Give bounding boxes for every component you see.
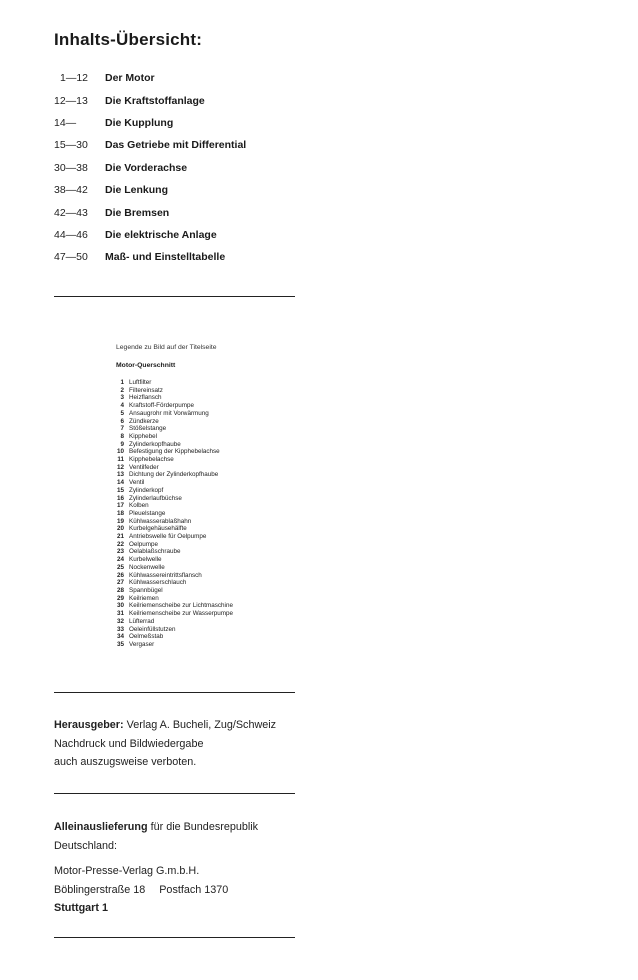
- legend-label: Ventilfeder: [129, 463, 159, 471]
- legend-item: [114, 641, 233, 649]
- publisher-block: [54, 716, 276, 772]
- legend-number: 10: [116, 448, 124, 456]
- legend-number: 2: [120, 386, 124, 394]
- legend-item: [114, 433, 233, 441]
- toc-row: [54, 157, 246, 179]
- city: Stuttgart 1: [54, 902, 108, 914]
- legend-item: [114, 510, 233, 518]
- toc-row: [54, 89, 246, 111]
- toc-row: [54, 67, 246, 89]
- toc-row: [54, 201, 246, 223]
- legend-item: [114, 610, 233, 618]
- legend-item: [114, 502, 233, 510]
- legend-item: [114, 464, 233, 472]
- legend-label: Oelpumpe: [129, 540, 159, 548]
- legend-number: 15: [116, 486, 124, 494]
- legend-number: 22: [116, 540, 124, 548]
- legend-item: [114, 602, 233, 610]
- legend-item: [114, 556, 233, 564]
- toc-row: [54, 134, 246, 156]
- legend-number: 1: [120, 379, 124, 386]
- legend-number: 5: [120, 409, 124, 417]
- legend-item: [114, 441, 233, 449]
- legend-number: 21: [116, 533, 124, 541]
- distribution-text: für die Bundesrepublik: [150, 821, 259, 833]
- toc-row: [54, 179, 246, 201]
- legend-item: [114, 595, 233, 603]
- legend-number: 9: [120, 440, 124, 448]
- legend-subheading: Motor-Querschnitt: [116, 362, 176, 369]
- distribution-block: [54, 818, 258, 855]
- legend-item: [114, 456, 233, 464]
- legend-number: 18: [116, 509, 124, 517]
- toc-title: Die Lenkung: [105, 184, 169, 197]
- legend-item: [114, 410, 233, 418]
- legend-number: 31: [116, 610, 124, 618]
- legend-label: Lüfterrad: [129, 617, 155, 625]
- distribution-country: Deutschland:: [54, 839, 118, 852]
- legend-label: Kipphebelachse: [129, 456, 174, 464]
- legend-number: 30: [116, 602, 124, 610]
- publisher-name: Verlag A. Bucheli, Zug/Schweiz: [126, 719, 277, 731]
- toc-title: Der Motor: [105, 72, 155, 85]
- legend-number: 14: [116, 479, 124, 487]
- toc-pages: 15—30: [54, 139, 88, 152]
- legend-label: Kühlwasserablaßhahn: [129, 517, 192, 525]
- legend-label: Kolben: [129, 502, 149, 510]
- legend-item: [114, 525, 233, 533]
- legend-item: [114, 479, 233, 487]
- legend-number: 35: [116, 640, 124, 648]
- legend-item: [114, 618, 233, 626]
- toc-title: Maß- und Einstelltabelle: [105, 251, 226, 264]
- toc-pages: 12—13: [54, 94, 88, 107]
- legend-number: 12: [116, 463, 124, 471]
- legend-item: [114, 394, 233, 402]
- toc-row: [54, 112, 246, 134]
- legend-label: Spannbügel: [129, 586, 163, 594]
- legend-item: [114, 541, 233, 549]
- legend-label: Kipphebel: [129, 432, 158, 440]
- legend-label: Kraftstoff-Förderpumpe: [129, 402, 194, 410]
- legend-number: 8: [120, 432, 124, 440]
- toc-pages: 30—38: [54, 161, 88, 174]
- toc-title: Die elektrische Anlage: [105, 228, 217, 241]
- legend-number: 34: [116, 633, 124, 641]
- legend-label: Oeleinfüllstutzen: [129, 625, 176, 633]
- legend-item: [114, 633, 233, 641]
- publisher-line: Nachdruck und Bildwiedergabe: [54, 737, 204, 750]
- postbox: Postfach 1370: [159, 883, 229, 896]
- legend-item: [114, 564, 233, 572]
- street: Böblingerstraße 18: [54, 883, 146, 896]
- legend-item: [114, 495, 233, 503]
- legend-number: 20: [116, 525, 124, 533]
- legend-number: 19: [116, 517, 124, 525]
- legend-number: 17: [116, 502, 124, 510]
- legend-label: Kühlwassereintrittsflansch: [129, 571, 202, 579]
- legend-label: Oelablaßschraube: [129, 548, 181, 556]
- legend-label: Kurbelwelle: [129, 556, 162, 564]
- legend-label: Keilriemen: [129, 594, 159, 602]
- divider: [54, 937, 295, 938]
- legend-number: 23: [116, 548, 124, 556]
- legend-item: [114, 572, 233, 580]
- company-name: Motor-Presse-Verlag G.m.b.H.: [54, 865, 200, 877]
- legend-label: Befestigung der Kipphebelachse: [129, 448, 220, 456]
- toc-pages: 1—12: [60, 72, 89, 85]
- toc-title: Das Getriebe mit Differential: [105, 139, 247, 152]
- distribution-label: Alleinauslieferung: [54, 821, 148, 833]
- legend-label: Zündkerze: [129, 417, 159, 425]
- legend-label: Kühlwasserschlauch: [129, 579, 187, 587]
- legend-number: 11: [117, 456, 124, 464]
- legend-number: 3: [120, 394, 124, 402]
- legend-label: Ansaugrohr mit Vorwärmung: [129, 409, 209, 417]
- legend-number: 13: [116, 471, 124, 479]
- address-block: [54, 862, 228, 918]
- toc-pages: 44—46: [54, 228, 88, 241]
- legend-item: [114, 387, 233, 395]
- legend-item: [114, 548, 233, 556]
- toc-title: Die Kraftstoffanlage: [105, 94, 205, 107]
- table-of-contents: [54, 67, 246, 269]
- legend-number: 25: [116, 563, 124, 571]
- legend-label: Zylinderkopfhaube: [129, 440, 181, 448]
- divider: [54, 692, 295, 693]
- legend-item: [114, 471, 233, 479]
- legend-item: [114, 402, 233, 410]
- legend-label: Kurbelgehäusehälfte: [129, 525, 187, 533]
- legend-number: 26: [116, 571, 124, 579]
- toc-title: Die Kupplung: [105, 116, 174, 129]
- legend-number: 7: [120, 425, 124, 433]
- legend-item: [114, 518, 233, 526]
- legend-label: Pleuelstange: [129, 509, 166, 517]
- legend-label: Antriebswelle für Oelpumpe: [129, 533, 207, 541]
- legend-label: Keilriemenscheibe zur Lichtmaschine: [129, 602, 233, 610]
- legend-item: [114, 587, 233, 595]
- legend-label: Dichtung der Zylinderkopfhaube: [129, 471, 219, 479]
- legend-item: [114, 626, 233, 634]
- legend-label: Oelmeßstab: [129, 633, 164, 641]
- legend-number: 4: [120, 402, 124, 410]
- page-title: Inhalts-Übersicht:: [54, 30, 203, 49]
- toc-pages: 38—42: [54, 184, 88, 197]
- toc-title: Die Bremsen: [105, 206, 170, 219]
- toc-row: [54, 224, 246, 246]
- legend-number: 29: [116, 594, 124, 602]
- legend-label: Ventil: [129, 479, 145, 487]
- toc-row: [54, 246, 246, 268]
- legend-number: 27: [116, 579, 124, 587]
- legend-label: Stößelstange: [129, 425, 167, 433]
- legend-item: [114, 379, 233, 387]
- legend-label: Luftfilter: [129, 379, 152, 386]
- legend-item: [114, 418, 233, 426]
- legend-label: Zylinderlaufbüchse: [129, 494, 182, 502]
- legend-list: [114, 379, 233, 649]
- legend-number: 33: [116, 625, 124, 633]
- legend-label: Vergaser: [129, 640, 155, 648]
- publisher-line: auch auszugsweise verboten.: [54, 756, 197, 768]
- legend-number: 16: [116, 494, 124, 502]
- legend-heading: Legende zu Bild auf der Titelseite: [116, 344, 217, 351]
- legend-number: 24: [116, 556, 124, 564]
- legend-label: Filtereinsatz: [129, 386, 163, 394]
- legend-label: Keilriemenscheibe zur Wasserpumpe: [129, 610, 234, 618]
- toc-pages: 14—: [54, 116, 77, 129]
- legend-label: Nockenwelle: [129, 563, 165, 571]
- legend-number: 32: [116, 617, 124, 625]
- toc-pages: 47—50: [54, 251, 88, 264]
- divider: [54, 793, 295, 794]
- toc-pages: 42—43: [54, 206, 88, 219]
- publisher-label: Herausgeber:: [54, 719, 124, 731]
- legend-number: 28: [116, 586, 124, 594]
- legend-label: Zylinderkopf: [129, 486, 164, 494]
- legend-item: [114, 425, 233, 433]
- legend-label: Heizflansch: [129, 394, 162, 402]
- legend-item: [114, 487, 233, 495]
- legend-number: 6: [120, 417, 124, 425]
- legend-item: [114, 533, 233, 541]
- divider: [54, 296, 295, 297]
- legend-item: [114, 448, 233, 456]
- legend-item: [114, 579, 233, 587]
- toc-title: Die Vorderachse: [105, 161, 188, 174]
